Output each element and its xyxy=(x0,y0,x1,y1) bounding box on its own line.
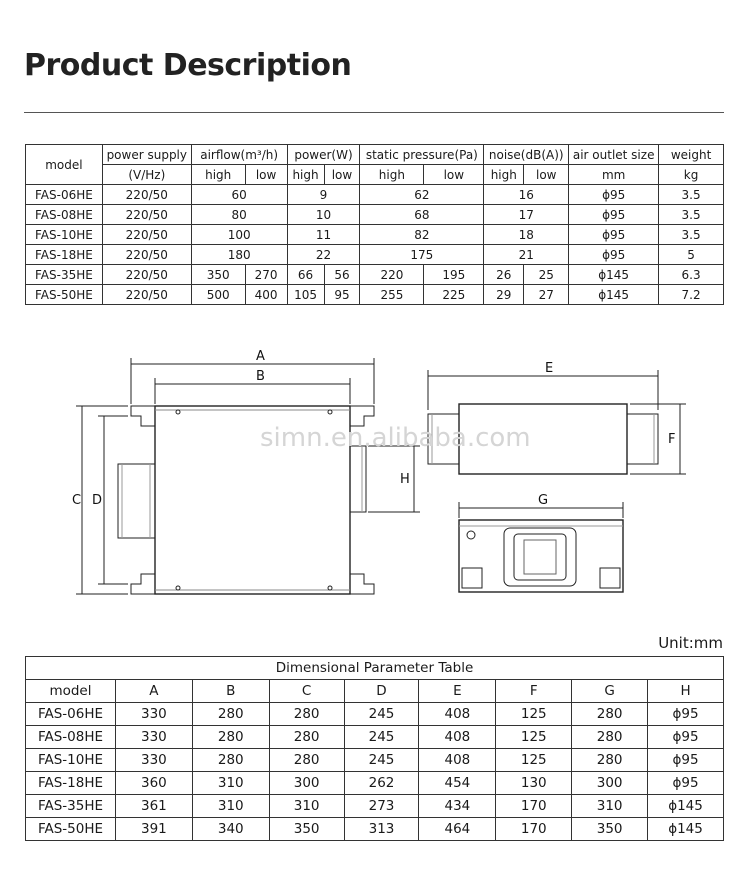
header-cell: C xyxy=(269,680,344,703)
airflow-cell: 100 xyxy=(191,225,287,245)
model-cell: FAS-06HE xyxy=(26,185,103,205)
model-cell: FAS-35HE xyxy=(26,265,103,285)
subheader-cell: high xyxy=(484,165,524,185)
cell: 170 xyxy=(496,818,572,841)
airflow-high-cell: 350 xyxy=(191,265,245,285)
noise-cell: 17 xyxy=(484,205,569,225)
spec-subheader-row xyxy=(26,165,724,185)
dim-label-h: H xyxy=(400,472,410,487)
cell: 454 xyxy=(419,772,496,795)
power-low-cell: 95 xyxy=(324,285,360,305)
cell: 330 xyxy=(115,749,192,772)
header-cell: weight xyxy=(659,145,724,165)
subheader-cell: kg xyxy=(659,165,724,185)
pressure-high-cell: 255 xyxy=(360,285,424,305)
header-cell: model xyxy=(26,680,116,703)
cell: 280 xyxy=(269,749,344,772)
pressure-high-cell: 220 xyxy=(360,265,424,285)
header-cell: H xyxy=(648,680,724,703)
dim-label-f: F xyxy=(668,432,676,447)
weight-cell: 3.5 xyxy=(659,185,724,205)
cell: 310 xyxy=(269,795,344,818)
airflow-low-cell: 270 xyxy=(245,265,287,285)
power-supply-cell: 220/50 xyxy=(102,285,191,305)
unit-label: Unit:mm xyxy=(658,634,723,652)
end-view-drawing xyxy=(459,502,623,592)
power-cell: 9 xyxy=(287,185,360,205)
cell: ϕ145 xyxy=(648,818,724,841)
noise-low-cell: 27 xyxy=(524,285,569,305)
cell: 330 xyxy=(115,703,192,726)
title-divider xyxy=(24,112,724,113)
dim-label-b: B xyxy=(256,369,265,384)
cell: FAS-50HE xyxy=(26,818,116,841)
cell: 300 xyxy=(572,772,648,795)
dim-table-title: Dimensional Parameter Table xyxy=(26,657,724,680)
dim-label-d: D xyxy=(92,493,103,508)
pressure-low-cell: 225 xyxy=(424,285,484,305)
cell: 280 xyxy=(192,749,269,772)
spec-header-row xyxy=(26,145,724,165)
outlet-cell: ϕ145 xyxy=(569,265,659,285)
pressure-cell: 175 xyxy=(360,245,484,265)
cell: 391 xyxy=(115,818,192,841)
outlet-cell: ϕ95 xyxy=(569,245,659,265)
cell: ϕ95 xyxy=(648,749,724,772)
cell: 310 xyxy=(572,795,648,818)
spec-table xyxy=(25,144,724,305)
table-row xyxy=(26,265,724,285)
page-title: Product Description xyxy=(24,48,352,83)
cell: FAS-10HE xyxy=(26,749,116,772)
cell: 360 xyxy=(115,772,192,795)
subheader-cell: low xyxy=(245,165,287,185)
header-cell: E xyxy=(419,680,496,703)
cell: FAS-35HE xyxy=(26,795,116,818)
cell: 434 xyxy=(419,795,496,818)
model-cell: FAS-18HE xyxy=(26,245,103,265)
subheader-cell: low xyxy=(324,165,360,185)
cell: 300 xyxy=(269,772,344,795)
header-cell: D xyxy=(344,680,419,703)
weight-cell: 5 xyxy=(659,245,724,265)
cell: 170 xyxy=(496,795,572,818)
model-cell: FAS-50HE xyxy=(26,285,103,305)
dimension-table xyxy=(25,656,724,841)
cell: 125 xyxy=(496,749,572,772)
table-row xyxy=(26,205,724,225)
power-supply-cell: 220/50 xyxy=(102,265,191,285)
power-high-cell: 105 xyxy=(287,285,324,305)
dim-header-row xyxy=(26,680,724,703)
noise-cell: 18 xyxy=(484,225,569,245)
model-cell: FAS-10HE xyxy=(26,225,103,245)
noise-cell: 21 xyxy=(484,245,569,265)
airflow-high-cell: 500 xyxy=(191,285,245,305)
cell: FAS-18HE xyxy=(26,772,116,795)
cell: 350 xyxy=(269,818,344,841)
dim-label-a: A xyxy=(256,349,265,364)
technical-drawings xyxy=(0,340,750,610)
table-row xyxy=(26,749,724,772)
pressure-cell: 68 xyxy=(360,205,484,225)
dim-label-c: C xyxy=(72,493,82,508)
header-cell: air outlet size xyxy=(569,145,659,165)
table-row xyxy=(26,795,724,818)
header-cell: static pressure(Pa) xyxy=(360,145,484,165)
cell: 408 xyxy=(419,703,496,726)
pressure-cell: 62 xyxy=(360,185,484,205)
dim-label-e: E xyxy=(545,361,554,376)
noise-high-cell: 26 xyxy=(484,265,524,285)
power-supply-cell: 220/50 xyxy=(102,225,191,245)
header-cell: model xyxy=(26,145,103,185)
power-cell: 22 xyxy=(287,245,360,265)
header-cell: noise(dB(A)) xyxy=(484,145,569,165)
outlet-cell: ϕ95 xyxy=(569,205,659,225)
airflow-low-cell: 400 xyxy=(245,285,287,305)
power-cell: 10 xyxy=(287,205,360,225)
cell: ϕ95 xyxy=(648,726,724,749)
side-view-drawing xyxy=(428,370,686,474)
weight-cell: 3.5 xyxy=(659,205,724,225)
table-row xyxy=(26,225,724,245)
subheader-cell: high xyxy=(360,165,424,185)
outlet-cell: ϕ145 xyxy=(569,285,659,305)
cell: 245 xyxy=(344,703,419,726)
weight-cell: 7.2 xyxy=(659,285,724,305)
cell: 361 xyxy=(115,795,192,818)
power-supply-cell: 220/50 xyxy=(102,205,191,225)
cell: 310 xyxy=(192,795,269,818)
airflow-cell: 60 xyxy=(191,185,287,205)
cell: 464 xyxy=(419,818,496,841)
cell: 350 xyxy=(572,818,648,841)
table-row xyxy=(26,818,724,841)
cell: 280 xyxy=(572,703,648,726)
watermark: simn.en.alibaba.com xyxy=(260,423,531,453)
cell: ϕ95 xyxy=(648,772,724,795)
cell: 313 xyxy=(344,818,419,841)
power-supply-cell: 220/50 xyxy=(102,185,191,205)
cell: 125 xyxy=(496,726,572,749)
header-cell: power supply xyxy=(102,145,191,165)
model-cell: FAS-08HE xyxy=(26,205,103,225)
outlet-cell: ϕ95 xyxy=(569,225,659,245)
subheader-cell: (V/Hz) xyxy=(102,165,191,185)
noise-low-cell: 25 xyxy=(524,265,569,285)
cell: ϕ95 xyxy=(648,703,724,726)
header-cell: G xyxy=(572,680,648,703)
cell: ϕ145 xyxy=(648,795,724,818)
cell: 330 xyxy=(115,726,192,749)
power-cell: 11 xyxy=(287,225,360,245)
cell: 262 xyxy=(344,772,419,795)
table-row xyxy=(26,245,724,265)
cell: 245 xyxy=(344,726,419,749)
cell: 280 xyxy=(269,703,344,726)
header-cell: power(W) xyxy=(287,145,360,165)
cell: 245 xyxy=(344,749,419,772)
header-cell: F xyxy=(496,680,572,703)
cell: 273 xyxy=(344,795,419,818)
outlet-cell: ϕ95 xyxy=(569,185,659,205)
cell: 280 xyxy=(269,726,344,749)
cell: 340 xyxy=(192,818,269,841)
noise-high-cell: 29 xyxy=(484,285,524,305)
airflow-cell: 180 xyxy=(191,245,287,265)
subheader-cell: low xyxy=(524,165,569,185)
cell: FAS-06HE xyxy=(26,703,116,726)
cell: 408 xyxy=(419,749,496,772)
pressure-cell: 82 xyxy=(360,225,484,245)
power-low-cell: 56 xyxy=(324,265,360,285)
table-row xyxy=(26,703,724,726)
header-cell: B xyxy=(192,680,269,703)
table-row xyxy=(26,285,724,305)
dim-label-g: G xyxy=(538,493,549,508)
cell: 280 xyxy=(192,703,269,726)
front-view-drawing xyxy=(76,358,420,594)
cell: 280 xyxy=(572,749,648,772)
cell: 130 xyxy=(496,772,572,795)
cell: 310 xyxy=(192,772,269,795)
cell: 280 xyxy=(192,726,269,749)
header-cell: airflow(m³/h) xyxy=(191,145,287,165)
cell: 125 xyxy=(496,703,572,726)
pressure-low-cell: 195 xyxy=(424,265,484,285)
cell: FAS-08HE xyxy=(26,726,116,749)
airflow-cell: 80 xyxy=(191,205,287,225)
header-cell: A xyxy=(115,680,192,703)
cell: 408 xyxy=(419,726,496,749)
table-row xyxy=(26,185,724,205)
table-row xyxy=(26,726,724,749)
noise-cell: 16 xyxy=(484,185,569,205)
subheader-cell: low xyxy=(424,165,484,185)
table-row xyxy=(26,772,724,795)
subheader-cell: high xyxy=(287,165,324,185)
cell: 280 xyxy=(572,726,648,749)
weight-cell: 6.3 xyxy=(659,265,724,285)
weight-cell: 3.5 xyxy=(659,225,724,245)
power-high-cell: 66 xyxy=(287,265,324,285)
power-supply-cell: 220/50 xyxy=(102,245,191,265)
subheader-cell: mm xyxy=(569,165,659,185)
dim-title-row xyxy=(26,657,724,680)
subheader-cell: high xyxy=(191,165,245,185)
